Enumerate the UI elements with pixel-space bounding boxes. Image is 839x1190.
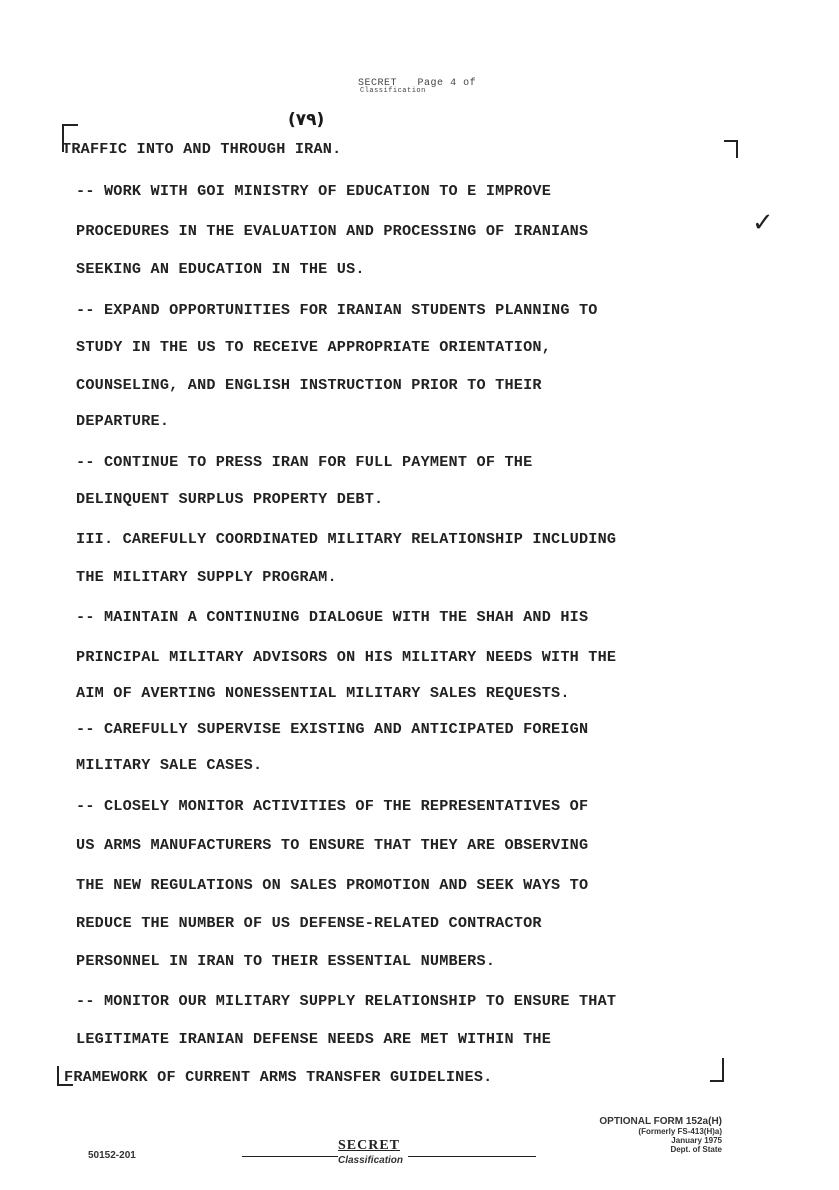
footer-rule-right [408, 1156, 536, 1157]
body-line: PRINCIPAL MILITARY ADVISORS ON HIS MILITARY NEEDS WITH THE [76, 648, 617, 666]
body-line: -- CONTINUE TO PRESS IRAN FOR FULL PAYMENT OF THE [76, 453, 533, 471]
body-line: STUDY IN THE US TO RECEIVE APPROPRIATE ORIENTATION, [76, 338, 552, 356]
page-number: (٧٩) [288, 110, 325, 130]
optional-form-label: OPTIONAL FORM 152a(H) [599, 1116, 722, 1127]
footer-classification-caption: Classification [338, 1155, 404, 1166]
body-line: PROCEDURES IN THE EVALUATION AND PROCESSING OF IRANIANS [76, 222, 589, 240]
body-line: THE MILITARY SUPPLY PROGRAM. [76, 568, 337, 586]
optional-form-block [560, 1116, 722, 1154]
body-line: -- CLOSELY MONITOR ACTIVITIES OF THE REPRESENTATIVES OF [76, 797, 589, 815]
body-line: -- EXPAND OPPORTUNITIES FOR IRANIAN STUDENTS PLANNING TO [76, 301, 598, 319]
footer-rule-left [242, 1156, 338, 1157]
optional-form-dept: Dept. of State [670, 1145, 722, 1154]
body-line: FRAMEWORK OF CURRENT ARMS TRANSFER GUIDELINES. [64, 1068, 493, 1086]
body-line: -- MONITOR OUR MILITARY SUPPLY RELATIONSHIP TO ENSURE THAT [76, 992, 617, 1010]
check-mark-icon: ✓ [752, 208, 774, 238]
body-line: III. CAREFULLY COORDINATED MILITARY RELATIONSHIP INCLUDING [76, 530, 617, 548]
header-classification: SECRET [358, 78, 398, 89]
footer-form-id: 50152-201 [88, 1150, 136, 1161]
body-line: -- MAINTAIN A CONTINUING DIALOGUE WITH THE SHAH AND HIS [76, 608, 589, 626]
body-line: THE NEW REGULATIONS ON SALES PROMOTION AND SEEK WAYS TO [76, 876, 589, 894]
header-page-value: 4 [450, 78, 457, 89]
header-classification-caption: Classification [360, 87, 426, 95]
body-line: -- CAREFULLY SUPERVISE EXISTING AND ANTICIPATED FOREIGN [76, 720, 589, 738]
header-page-label: Page [417, 78, 444, 89]
body-line: DELINQUENT SURPLUS PROPERTY DEBT. [76, 490, 384, 508]
optional-form-date: January 1975 [671, 1136, 722, 1145]
header-classification-block [358, 78, 476, 95]
footer-classification: SECRET [338, 1138, 401, 1153]
body-line: MILITARY SALE CASES. [76, 756, 263, 774]
body-line: COUNSELING, AND ENGLISH INSTRUCTION PRIOR TO THEIR [76, 376, 542, 394]
body-line: REDUCE THE NUMBER OF US DEFENSE-RELATED CONTRACTOR [76, 914, 542, 932]
body-line: SEEKING AN EDUCATION IN THE US. [76, 260, 365, 278]
bottom-right-bracket [710, 1058, 724, 1082]
body-line: DEPARTURE. [76, 412, 170, 430]
body-line: US ARMS MANUFACTURERS TO ENSURE THAT THEY ARE OBSERVING [76, 836, 589, 854]
body-line: TRAFFIC INTO AND THROUGH IRAN. [62, 140, 342, 158]
body-line: AIM OF AVERTING NONESSENTIAL MILITARY SALES REQUESTS. [76, 684, 570, 702]
top-right-bracket [724, 140, 738, 158]
body-line: LEGITIMATE IRANIAN DEFENSE NEEDS ARE MET WITHIN THE [76, 1030, 552, 1048]
optional-form-formerly: (Formerly FS-413(H)a) [638, 1127, 722, 1136]
header-of-label: of [463, 78, 477, 89]
body-line: -- WORK WITH GOI MINISTRY OF EDUCATION TO E IMPROVE [76, 182, 552, 200]
body-line: PERSONNEL IN IRAN TO THEIR ESSENTIAL NUMBERS. [76, 952, 496, 970]
